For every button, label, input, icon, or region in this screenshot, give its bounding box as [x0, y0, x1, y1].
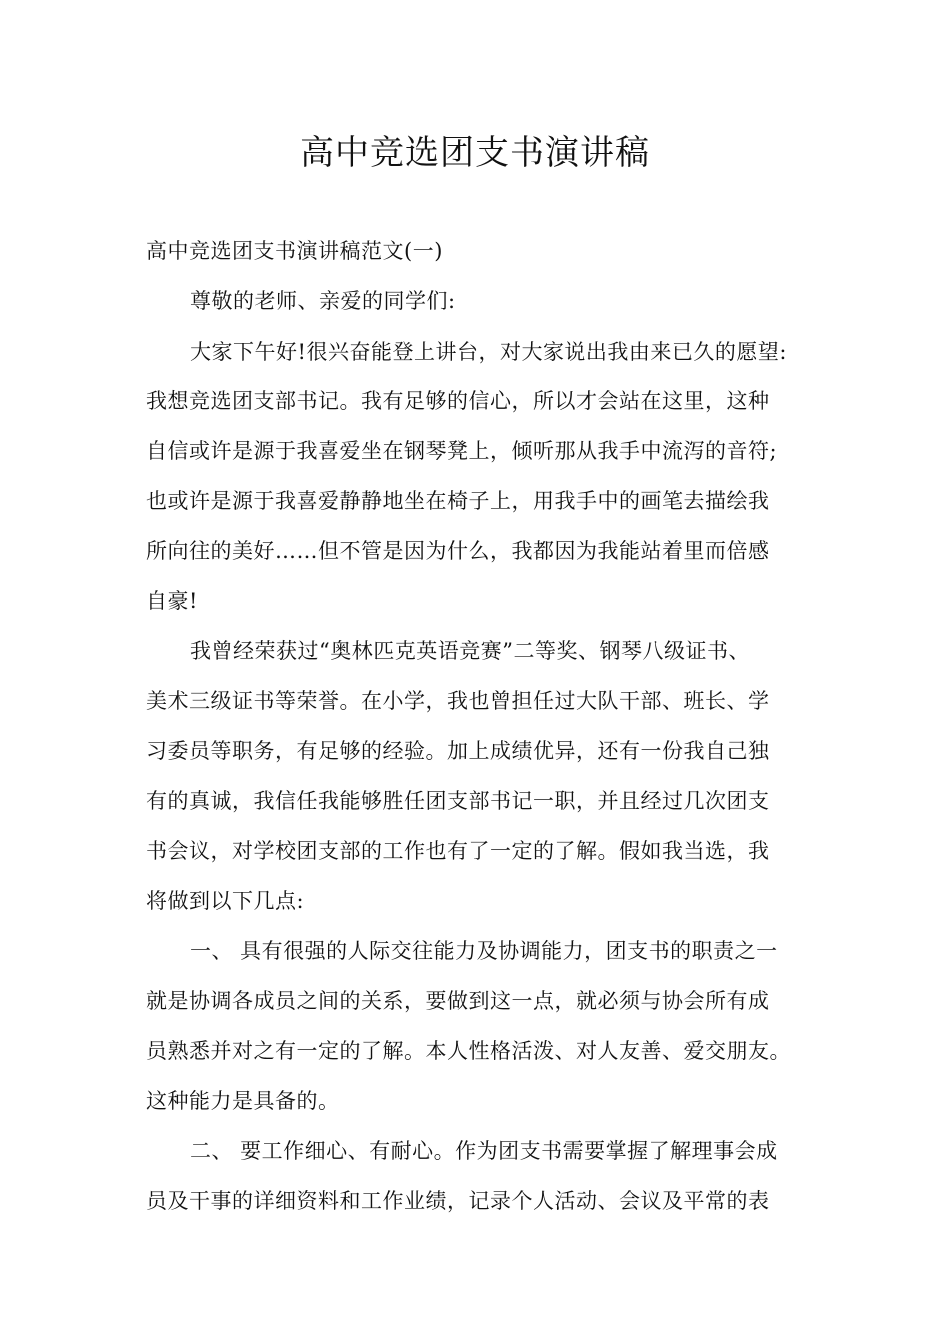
paragraph-line: 我曾经荣获过“奥林匹克英语竞赛”二等奖、钢琴八级证书、 [190, 639, 750, 663]
paragraph-line: 就是协调各成员之间的关系，要做到这一点，就必须与协会所有成 [146, 989, 770, 1013]
paragraph-line: 员熟悉并对之有一定的了解。本人性格活泼、对人友善、爱交朋友。 [146, 1039, 791, 1063]
document-title: 高中竞选团支书演讲稿 [300, 133, 650, 173]
paragraph-line: 所向往的美好……但不管是因为什么，我都因为我能站着里而倍感 [146, 539, 770, 563]
paragraph-line: 尊敬的老师、亲爱的同学们: [190, 289, 456, 313]
paragraph-line: 这种能力是具备的。 [146, 1089, 340, 1113]
paragraph-line: 有的真诚，我信任我能够胜任团支部书记一职，并且经过几次团支 [146, 789, 770, 813]
paragraph-line: 习委员等职务，有足够的经验。加上成绩优异，还有一份我自己独 [146, 739, 770, 763]
paragraph-line: 书会议，对学校团支部的工作也有了一定的了解。假如我当选，我 [146, 839, 770, 863]
paragraph-line: 美术三级证书等荣誉。在小学，我也曾担任过大队干部、班长、学 [146, 689, 770, 713]
paragraph-line: 员及干事的详细资料和工作业绩，记录个人活动、会议及平常的表 [146, 1189, 770, 1213]
paragraph-line: 将做到以下几点: [146, 889, 305, 913]
paragraph-line: 也或许是源于我喜爱静静地坐在椅子上，用我手中的画笔去描绘我 [146, 489, 770, 513]
document-subtitle: 高中竞选团支书演讲稿范文(一) [146, 239, 443, 263]
paragraph-line: 大家下午好!很兴奋能登上讲台，对大家说出我由来已久的愿望: [190, 340, 788, 364]
paragraph-line: 一、 具有很强的人际交往能力及协调能力，团支书的职责之一 [190, 939, 778, 963]
paragraph-line: 二、 要工作细心、有耐心。作为团支书需要掌握了解理事会成 [190, 1139, 778, 1163]
paragraph-line: 我想竞选团支部书记。我有足够的信心，所以才会站在这里，这种 [146, 389, 770, 413]
paragraph-line: 自信或许是源于我喜爱坐在钢琴凳上，倾听那从我手中流泻的音符; [146, 439, 778, 463]
paragraph-line: 自豪! [146, 589, 198, 613]
